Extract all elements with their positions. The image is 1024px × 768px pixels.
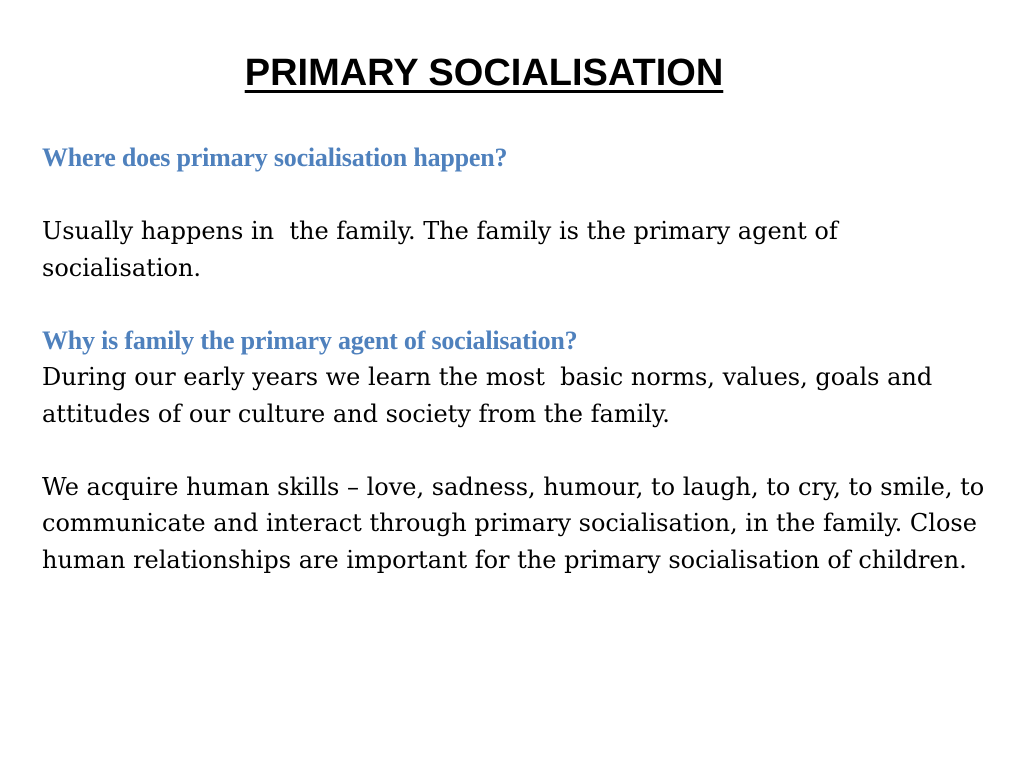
spacer: [42, 177, 1002, 214]
slide-body: [42, 140, 1002, 578]
slide-title: PRIMARY SOCIALISATION: [244, 52, 724, 94]
spacer: [42, 432, 1002, 469]
slide-title-container: [0, 44, 968, 102]
question-where: Where does primary socialisation happen?: [42, 143, 508, 172]
spacer: [42, 286, 1002, 323]
answer-why: During our early years we learn the most basic norms, values, goals and attitudes of our culture and society from the family.: [42, 363, 940, 428]
question-why: Why is family the primary agent of socialisation?: [42, 325, 578, 355]
answer-where: Usually happens in the family. The family is the primary agent of socialisation.: [42, 217, 846, 282]
paragraph-human-skills: We acquire human skills – love, sadness, humour, to laugh, to cry, to smile, to communicate and interact through primary socialisation, in the family. Close human relationships are important for the primary socialisation of children.: [42, 472, 992, 574]
